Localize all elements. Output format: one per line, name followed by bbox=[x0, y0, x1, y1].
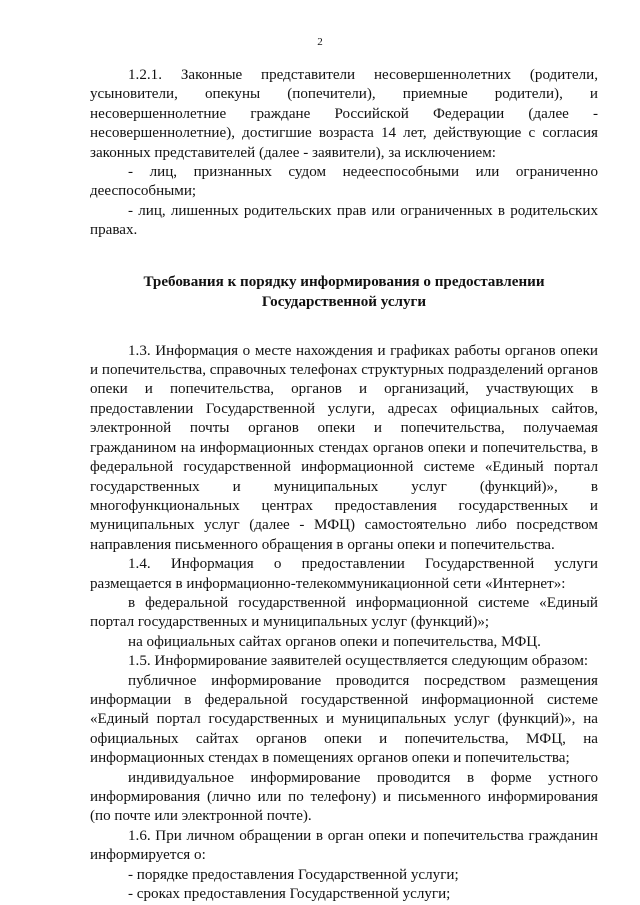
document-body bbox=[90, 66, 598, 904]
paragraph-individual-informing: индивидуальное информирование проводится в форме устного информирования (лично или по телефону) и письменного информирования (по почте или электронной почте). bbox=[90, 769, 598, 825]
paragraph-1-5: 1.5. Информирование заявителей осуществляется следующим образом: bbox=[128, 653, 589, 670]
paragraph-1-6: 1.6. При личном обращении в орган опеки и попечительства гражданин информируется о: bbox=[90, 827, 598, 864]
section-heading: Требования к порядку информирования о предоставлении Государственной услуги bbox=[143, 273, 545, 310]
page-number: 2 bbox=[317, 36, 323, 48]
paragraph-1-4: 1.4. Информация о предоставлении Государственной услуги размещается в информационно-телекоммуникационной сети «Интернет»: bbox=[90, 556, 598, 592]
exclusion-item-deprived-rights: - лиц, лишенных родительских прав или ограниченных в родительских правах. bbox=[90, 202, 598, 239]
list-item-terms: - сроках предоставления Государственной услуги; bbox=[128, 886, 451, 903]
paragraph-1-3: 1.3. Информация о месте нахождения и графиках работы органов опеки и попечительства, справочных телефонах структурных подразделений органов опеки и попечительства, органов и организаций, участвующих в предоставлении Государственной услуги, адресах официальных сайтов, электронной почты органов опеки и попечительства, получаемая гражданином на информационных стендах органов опеки и попечительства, в федеральной государственной информационной системе «Единый портал государственных и муниципальных услуг (функций)», в многофункциональных центрах предоставления государственных и муниципальных услуг (далее - МФЦ) самостоятельно либо посредством направления письменного обращения в органы опеки и попечительства. bbox=[90, 342, 598, 553]
paragraph-public-informing: публичное информирование проводится посредством размещения информации в федеральной государственной информационной системе «Единый портал государственных и муниципальных услуг (функций)», на официальных сайтах органов опеки и попечительства, МФЦ, на информационных стендах в помещениях органов опеки и попечительства; bbox=[90, 672, 598, 767]
paragraph-official-sites: на официальных сайтах органов опеки и попечительства, МФЦ. bbox=[128, 633, 541, 650]
paragraph-federal-portal: в федеральной государственной информационной системе «Единый портал государственных и муниципальных услуг (функций)»; bbox=[90, 594, 598, 631]
list-item-procedure: - порядке предоставления Государственной услуги; bbox=[128, 866, 459, 883]
exclusion-item-incapacitated: - лиц, признанных судом недееспособными или ограниченно дееспособными; bbox=[90, 164, 598, 200]
paragraph-1-2-1: 1.2.1. Законные представители несовершеннолетних (родители, усыновители, опекуны (попечители), приемные родители), и несовершеннолетние граждане Российской Федерации (далее - несовершеннолетние), достигшие возраста 14 лет, действующие с согласия законных представителей (далее - заявители), за исключением: bbox=[90, 67, 598, 161]
